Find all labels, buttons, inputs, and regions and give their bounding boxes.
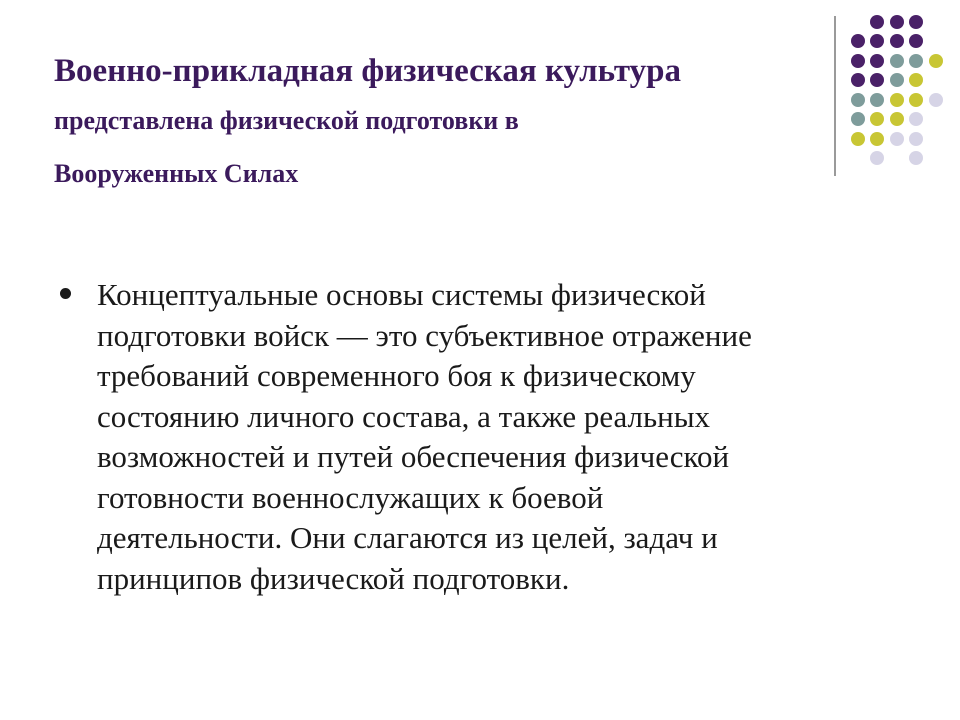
dot-row — [848, 12, 946, 32]
decorative-dot-icon — [851, 73, 865, 87]
dot-cell — [926, 129, 946, 149]
decorative-dot-icon — [890, 34, 904, 48]
dot-cell — [887, 90, 907, 110]
decorative-dot-icon — [870, 93, 884, 107]
dot-cell — [887, 12, 907, 32]
dot-row — [848, 110, 946, 130]
decorative-dot-icon — [929, 54, 943, 68]
decorative-dot-icon — [870, 112, 884, 126]
dot-cell — [848, 90, 868, 110]
dot-cell — [926, 12, 946, 32]
dot-cell — [907, 71, 927, 91]
decorative-dot-icon — [909, 34, 923, 48]
slide-title: Военно-прикладная физическая культура — [54, 53, 681, 89]
dot-cell — [907, 32, 927, 52]
decorative-dot-icon — [851, 54, 865, 68]
decorative-dot-icon — [870, 132, 884, 146]
decorative-dot-icon — [870, 73, 884, 87]
decorative-dot-icon — [929, 93, 943, 107]
dot-cell — [887, 71, 907, 91]
dot-cell — [868, 149, 888, 169]
bullet-text: Концептуальные основы системы физической подготовки войск — это субъективное отражение требований современного боя к физическому состоянию личного состава, а также реальных возможностей и путей обеспечения физической готовности военнослужащих к боевой деятельности. Они слагаются из целей, задач и принципов физической подготовки. — [97, 277, 752, 596]
dot-cell — [848, 12, 868, 32]
decorative-dot-icon — [851, 93, 865, 107]
dot-cell — [868, 71, 888, 91]
dot-cell — [848, 129, 868, 149]
decorative-dot-grid — [848, 12, 946, 168]
dot-cell — [868, 129, 888, 149]
dot-cell — [926, 71, 946, 91]
dot-cell — [868, 90, 888, 110]
divider-line — [834, 16, 836, 176]
decorative-dot-icon — [890, 73, 904, 87]
title-block — [54, 48, 814, 200]
dot-cell — [926, 110, 946, 130]
decorative-dot-icon — [890, 54, 904, 68]
slide-subtitle-line-1: представлена физической подготовки в — [54, 106, 519, 135]
dot-cell — [848, 110, 868, 130]
decorative-dot-icon — [909, 54, 923, 68]
dot-cell — [868, 51, 888, 71]
dot-cell — [907, 90, 927, 110]
dot-cell — [887, 110, 907, 130]
decorative-dot-icon — [909, 132, 923, 146]
dot-cell — [887, 149, 907, 169]
bullet-dot-icon — [60, 288, 71, 299]
bullet-item — [60, 275, 900, 599]
dot-cell — [907, 51, 927, 71]
decorative-dot-icon — [851, 132, 865, 146]
dot-cell — [868, 12, 888, 32]
dot-cell — [848, 149, 868, 169]
decorative-dot-icon — [851, 112, 865, 126]
dot-cell — [868, 110, 888, 130]
decorative-dot-icon — [870, 151, 884, 165]
decorative-dot-icon — [870, 54, 884, 68]
dot-cell — [926, 90, 946, 110]
decorative-dot-icon — [909, 73, 923, 87]
decorative-dot-icon — [909, 93, 923, 107]
dot-row — [848, 71, 946, 91]
dot-row — [848, 149, 946, 169]
decorative-dot-icon — [890, 15, 904, 29]
slide-subtitle-line-2: Вооруженных Силах — [54, 159, 299, 188]
dot-cell — [848, 32, 868, 52]
dot-row — [848, 51, 946, 71]
decorative-dot-icon — [851, 34, 865, 48]
dot-cell — [926, 149, 946, 169]
dot-cell — [926, 32, 946, 52]
dot-cell — [907, 149, 927, 169]
dot-cell — [926, 51, 946, 71]
dot-cell — [868, 32, 888, 52]
dot-row — [848, 32, 946, 52]
dot-cell — [887, 129, 907, 149]
dot-cell — [887, 51, 907, 71]
decorative-dot-icon — [909, 15, 923, 29]
decorative-dot-icon — [890, 93, 904, 107]
dot-row — [848, 90, 946, 110]
decorative-dot-icon — [870, 15, 884, 29]
dot-cell — [848, 51, 868, 71]
dot-row — [848, 129, 946, 149]
dot-cell — [887, 32, 907, 52]
decorative-dot-icon — [870, 34, 884, 48]
dot-cell — [907, 110, 927, 130]
dot-cell — [848, 71, 868, 91]
decorative-dot-icon — [890, 112, 904, 126]
dot-cell — [907, 129, 927, 149]
decorative-dot-icon — [890, 132, 904, 146]
dot-cell — [907, 12, 927, 32]
decorative-dot-icon — [909, 112, 923, 126]
bullet-list — [60, 275, 900, 599]
decorative-dot-icon — [909, 151, 923, 165]
